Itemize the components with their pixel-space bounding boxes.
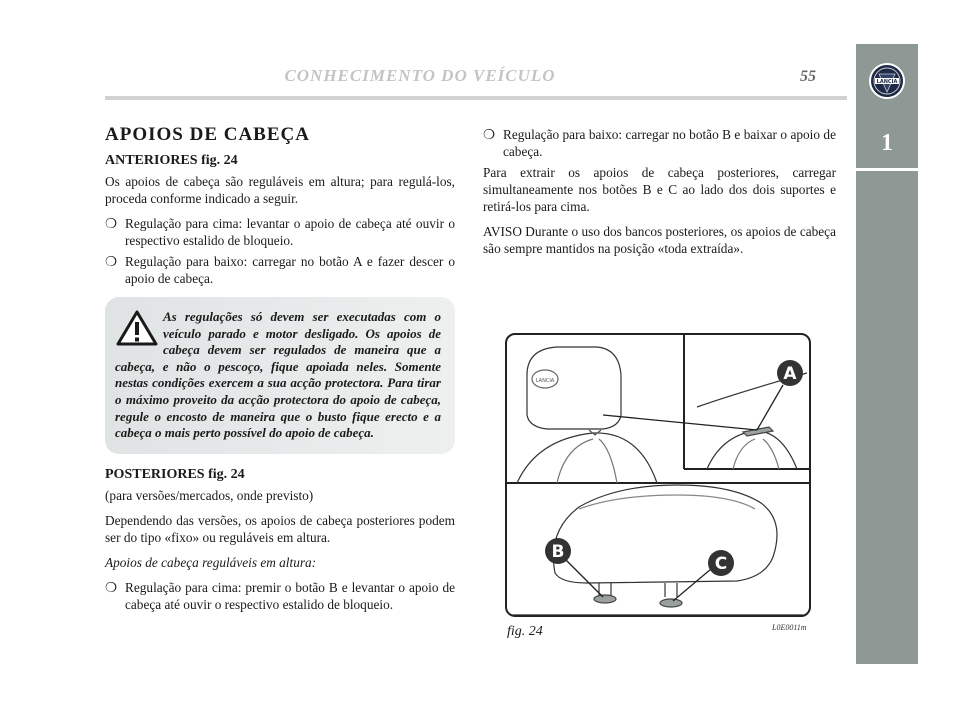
rear-bullet-down-text: Regulação para baixo: carregar no botão B e baixar o apoio de cabeça. [503,127,836,159]
chapter-tab [856,44,918,664]
figure-code: L0E0011m [772,623,807,632]
rear-bullet-down [483,126,836,160]
bullet-mark: ❍ [105,216,117,231]
header-rule [105,96,847,100]
label-b-marker [545,538,571,564]
warning-box [105,297,455,454]
label-a-marker [777,360,803,386]
page-number: 55 [800,68,816,85]
right-column [483,126,836,265]
running-header: CONHECIMENTO DO VEÍCULO [284,66,556,85]
bullet-mark: ❍ [483,127,495,142]
button-a-detail [697,373,807,469]
left-column [105,126,455,617]
label-c: C [714,554,728,574]
label-c-marker [708,550,734,576]
front-intro: Os apoios de cabeça são reguláveis em altura; para regulá-los, proceda conforme indicado a seguir. [105,174,455,206]
label-b: B [551,542,565,562]
figure-caption: fig. 24 [507,624,543,639]
rear-intro: Dependendo das versões, os apoios de cabeça posteriores podem ser do tipo «fixo» ou reguláveis em altura. [105,512,455,545]
bullet-mark: ❍ [105,579,117,595]
headrest-illustration [507,335,809,615]
logo-text: LANCIA [876,79,898,85]
front-headrest-drawing [517,347,657,483]
lancia-logo-icon [868,62,906,100]
front-heading: ANTERIORES fig. 24 [105,153,238,168]
rear-subheading: (para versões/mercados, onde previsto) [105,487,314,503]
front-bullet-up [105,215,455,249]
callout-line-a1 [603,415,757,430]
rear-bullet-up-text: Regulação para cima: premir o botão B e levantar o apoio de cabeça até ouvir o respectivo estalido de bloqueio. [125,579,455,612]
label-a: A [783,364,797,384]
callout-line-a2 [757,385,783,430]
warning-triangle-icon [115,309,159,347]
chapter-number: 1 [881,130,893,156]
bullet-mark: ❍ [105,254,117,269]
extract-text: Para extrair os apoios de cabeça posteriores, carregar simultaneamente nos botões B e C ao lado dos dois suportes e retirá-los para cima. [483,165,836,214]
rear-bullet-up [105,579,455,613]
front-bullet-down [105,253,455,287]
front-bullet-up-text: Regulação para cima: levantar o apoio de cabeça até ouvir o respectivo estalido de bloqueio. [125,216,455,248]
chapter-tab-divider [856,168,918,171]
warning-text: As regulações só devem ser executadas com o veículo parado e motor desligado. Os apoios de cabeça devem ser regulados de maneira que a cabeça, e não o pescoço, fique apoiada neles. Somente nestas condições exercem a sua acção protectora. Para tirar o máximo proveito da acção protectora do apoio de cabeça, regule o encosto de maneira que o busto fique erecto e a cabeça o mais perto possível do apoio de cabeça. [115,309,441,441]
section-title: APOIOS DE CABEÇA [105,124,310,145]
adjustable-label: Apoios de cabeça reguláveis em altura: [105,554,317,570]
seat-logo-text: LANCIA [535,378,555,384]
figure-24 [505,333,811,617]
front-bullet-down-text: Regulação para baixo: carregar no botão A e fazer descer o apoio de cabeça. [125,254,455,286]
rear-heading: POSTERIORES fig. 24 [105,466,245,482]
notice-text: AVISO Durante o uso dos bancos posteriores, os apoios de cabeça são sempre mantidos na posição «toda extraída». [483,224,836,256]
